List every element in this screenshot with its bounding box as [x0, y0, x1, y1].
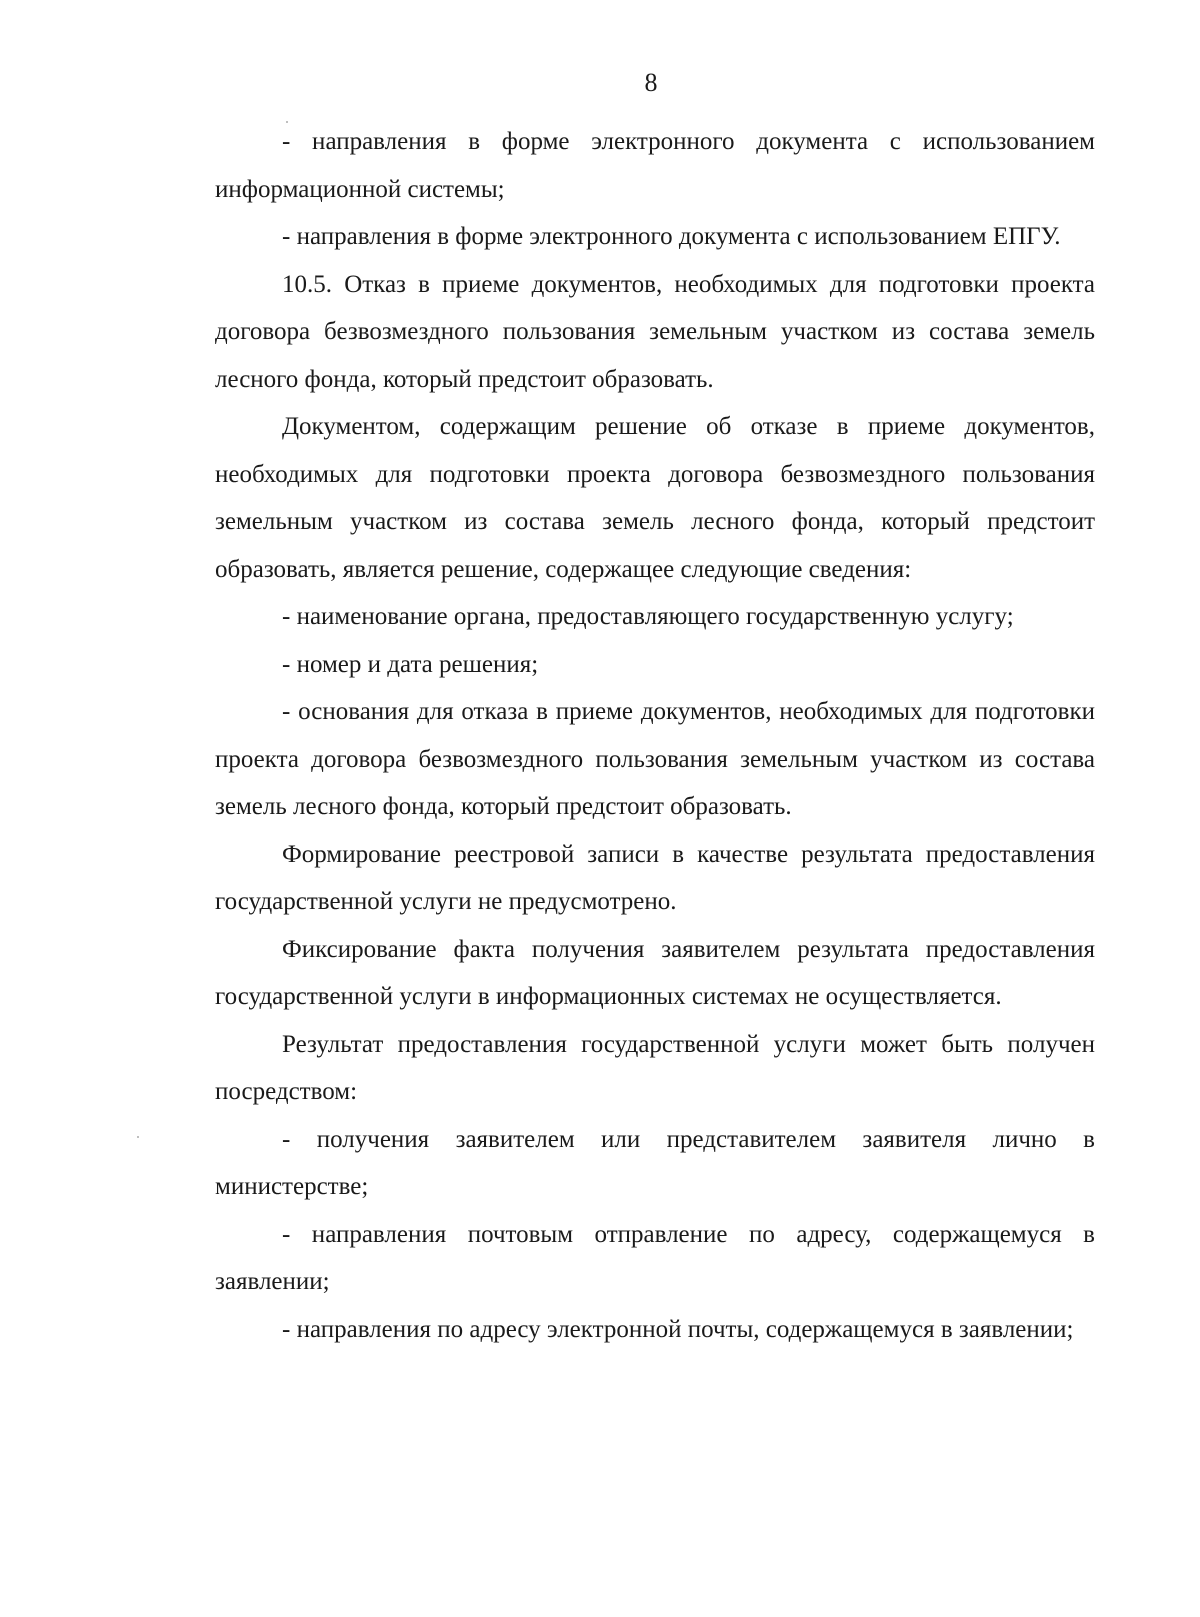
paragraph: - получения заявителем или представителем заявителя лично в министерстве;: [215, 1125, 1095, 1200]
paragraph: Фиксирование факта получения заявителем результата предоставления государственной услуги в информационных системах не осуществляется.: [215, 935, 1095, 1010]
page-number: 8: [644, 68, 658, 97]
document-body: [215, 118, 1095, 1353]
scan-artifact-left: [137, 1136, 139, 1138]
paragraph: Формирование реестровой записи в качестве результата предоставления государственной услуги не предусмотрено.: [215, 840, 1095, 915]
paragraph: - направления в форме электронного документа с использованием информационной системы;: [215, 128, 1095, 203]
paragraph: Документом, содержащим решение об отказе в приеме документов, необходимых для подготовки проекта договора безвозмездного пользования земельным участком из состава земель лесного фонда, который предстоит образовать, является решение, содержащее следующие сведения:: [215, 413, 1095, 583]
paragraph: Результат предоставления государственной услуги может быть получен посредством:: [215, 1030, 1095, 1105]
paragraph: - направления почтовым отправление по адресу, содержащемуся в заявлении;: [215, 1220, 1095, 1295]
paragraph: - наименование органа, предоставляющего государственную услугу;: [282, 603, 1014, 630]
paragraph: - направления по адресу электронной почты, содержащемуся в заявлении;: [282, 1315, 1074, 1343]
paragraph: 10.5. Отказ в приеме документов, необходимых для подготовки проекта договора безвозмездного пользования земельным участком из состава земель лесного фонда, который предстоит образовать.: [215, 270, 1095, 393]
paragraph: - направления в форме электронного документа с использованием ЕПГУ.: [282, 223, 1061, 250]
paragraph: - основания для отказа в приеме документов, необходимых для подготовки проекта договора безвозмездного пользования земельным участком из состава земель лесного фонда, который предстоит образовать.: [215, 698, 1095, 820]
paragraph: - номер и дата решения;: [282, 650, 539, 678]
